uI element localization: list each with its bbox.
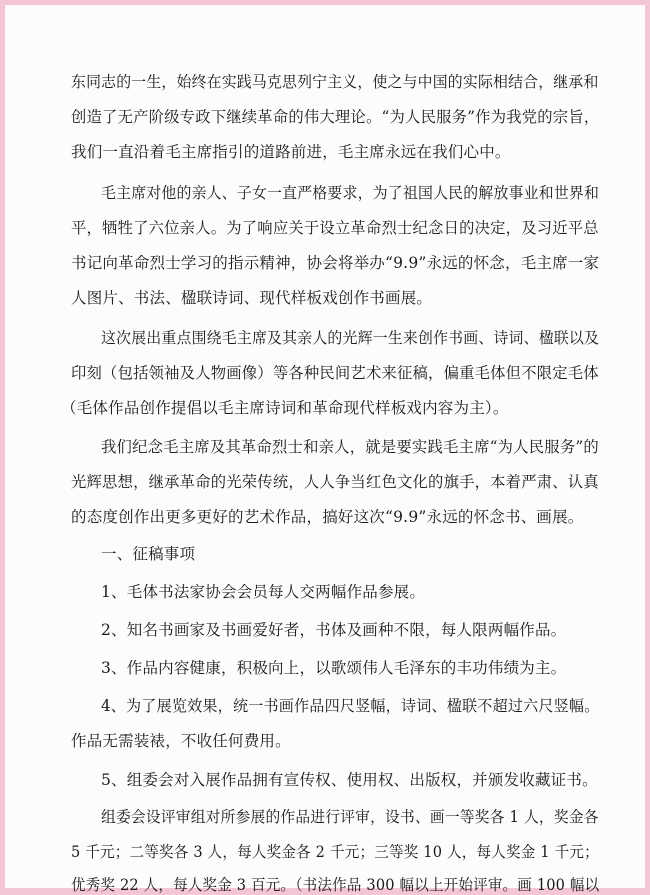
list-item: 1、毛体书法家协会会员每人交两幅作品参展。 [101,583,426,601]
text-line: 光辉思想，继承革命的光荣传统，人人争当红色文化的旗手，本着严肃、认真 [71,473,599,491]
list-item: 4、为了展览效果，统一书画作品四尺竖幅，诗词、楹联不超过六尺竖幅。 [101,697,600,715]
text-line: 东同志的一生，始终在实践马克思列宁主义，使之与中国的实际相结合，继承和 [71,73,599,91]
list-item: 3、作品内容健康，积极向上，以歌颂伟人毛泽东的丰功伟绩为主。 [101,659,567,677]
text-line: 的态度创作出更多更好的艺术作品，搞好这次“9.9”永远的怀念书、画展。 [71,508,584,526]
text-line: 5 千元；二等奖各 3 人，每人奖金各 2 千元；三等奖 10 人，每人奖金 1 千元； [71,843,599,861]
text-line: 作品无需装裱，不收任何费用。 [71,732,291,750]
page-frame [5,5,645,894]
text-line: 我们一直沿着毛主席指引的道路前进，毛主席永远在我们心中。 [71,143,511,161]
text-line: 平，牺牲了六位亲人。为了响应关于设立革命烈士纪念日的决定，及习近平总 [71,219,599,237]
text-line: 这次展出重点围绕毛主席及其亲人的光辉一生来创作书画、诗词、楹联以及 [101,329,600,347]
list-item: 2、知名书画家及书画爱好者，书体及画种不限，每人限两幅作品。 [101,621,567,639]
text-line: 优秀奖 22 人，每人奖金 3 百元。（书法作品 300 幅以上开始评审。画 100 幅以 [71,876,600,894]
text-line: 组委会设评审组对所参展的作品进行评审，设书、画一等奖各 1 人，奖金各 [101,808,599,826]
document-body [5,5,645,894]
text-line: 人图片、书法、楹联诗词、现代样板戏创作书画展。 [71,289,433,307]
text-line: 印刻（包括领袖及人物画像）等各种民间艺术来征稿，偏重毛体但不限定毛体 [71,364,599,382]
text-line: 书记向革命烈士学习的指示精神，协会将举办“9.9”永远的怀念，毛主席一家 [71,254,600,272]
list-item: 5、组委会对入展作品拥有宣传权、使用权、出版权，并颁发收藏证书。 [101,771,598,789]
section-heading: 一、征稿事项 [101,545,196,563]
text-line: 我们纪念毛主席及其革命烈士和亲人，就是要实践毛主席“为人民服务”的 [101,438,599,456]
text-line: 创造了无产阶级专政下继续革命的伟大理论。“为人民服务”作为我党的宗旨， [71,108,600,126]
text-line: （毛体作品创作提倡以毛主席诗词和革命现代样板戏内容为主）。 [61,399,509,417]
text-line: 毛主席对他的亲人、子女一直严格要求，为了祖国人民的解放事业和世界和 [101,184,600,202]
